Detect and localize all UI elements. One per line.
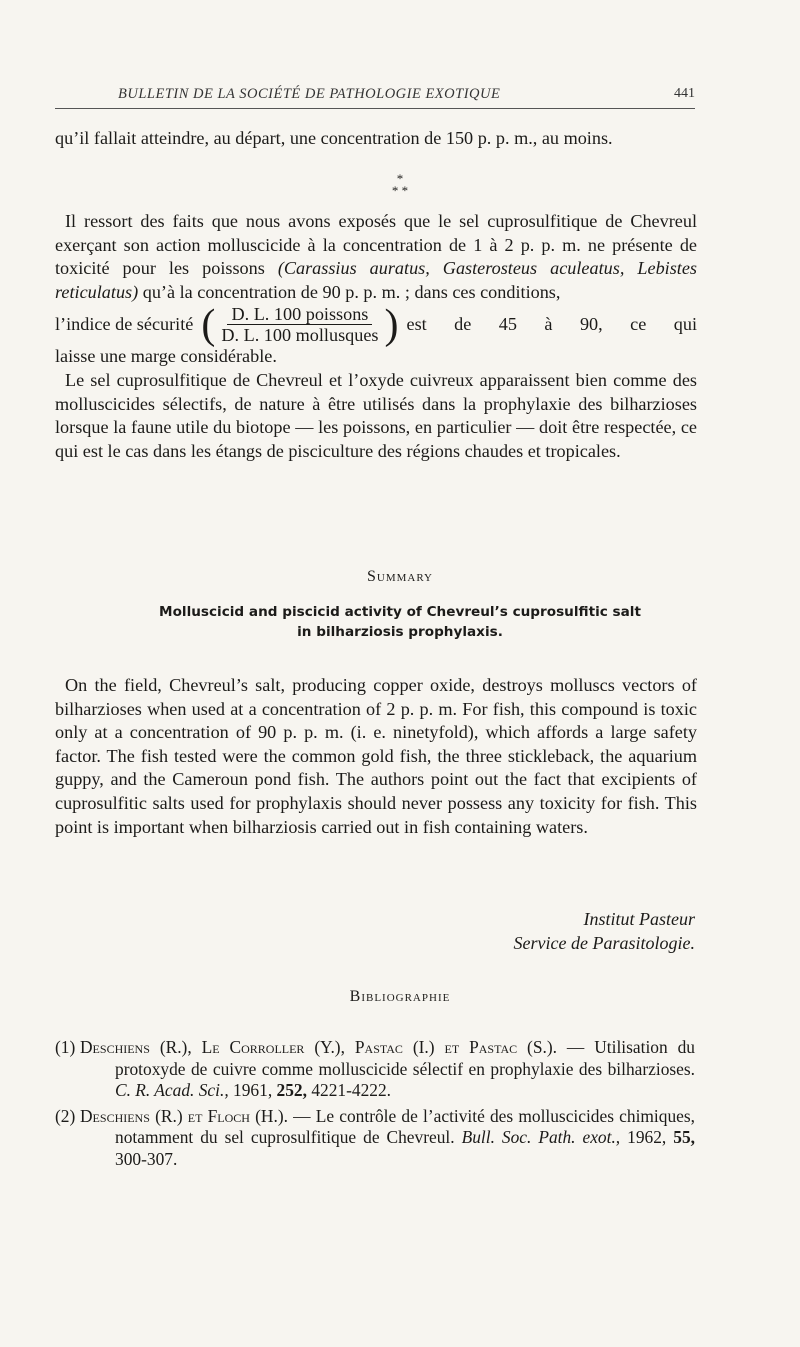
conclusion-paragraph-2: Le sel cuprosulfitique de Chevreul et l’oxyde cuivreux apparaissent bien comme des molluscicides sélectifs, de nature à être utilisés dans la prophylaxie des bilharzioses lorsque la faune utile du biotope — les poissons, en particulier — doit être respectée, ce qui est le cas dans les étangs de pisciculture des régions chaudes et tropicales. [55, 369, 697, 461]
intro-paragraph: qu’il fallait atteindre, au départ, une concentration de 150 p. p. m., au moins. [55, 128, 613, 148]
safety-index-result: est de 45 à 90, ce qui [406, 314, 697, 335]
reference-authors: Deschiens (R.), Le Corroller (Y.), Pastac (I.) et Pastac (S.). — [80, 1037, 585, 1057]
safety-index-label: l’indice de sécurité [55, 314, 194, 335]
summary-body: On the field, Chevreul’s salt, producing copper oxide, destroys molluscs vectors of bilharzioses when used at a concentration of 2 p. p. m. For fish, this compound is toxic only at a concentration of 90 p. p. m. (i. e. ninetyfold), which affords a large safety factor. The fish tested were the common gold fish, the three stickleback, the aquarium guppy, and the Cameroun pond fish. The authors point out the fact that excipients of cuprosulfitic salts used for prophylaxis should never possess any toxicity for fish. This point is important when bilharziosis carried out in fish containing waters. [55, 675, 697, 837]
page-header [55, 80, 695, 109]
reference-item [55, 1106, 695, 1171]
safety-index-fraction [217, 304, 382, 345]
reference-journal: Bull. Soc. Path. exot., [461, 1127, 621, 1148]
reference-authors: Deschiens (R.) et Floch (H.). — [80, 1105, 311, 1126]
reference-number: (1) [55, 1037, 76, 1057]
separator-top-star: * [396, 171, 404, 186]
reference-item [55, 1037, 695, 1102]
left-paren: ( [201, 301, 216, 348]
reference-year: 1962, [627, 1127, 667, 1148]
summary-title-line-2: in bilharziosis prophylaxis. [297, 624, 503, 640]
conclusion-continuation: laisse une marge considérable. [55, 346, 277, 367]
reference-title: Le contrôle de l’activité des molluscicides chimiques, notamment du sel cuprosulfitique de Chevreul. [115, 1105, 695, 1148]
running-head: BULLETIN DE LA SOCIÉTÉ DE PATHOLOGIE EXOTIQUE [118, 86, 501, 102]
reference-year: 1961, [233, 1080, 273, 1101]
fraction-numerator: D. L. 100 poissons [227, 304, 372, 325]
reference-pages: 300-307. [115, 1148, 178, 1169]
conclusion-paragraph [55, 210, 697, 463]
reference-volume: 55, [673, 1127, 696, 1148]
fraction-denominator: D. L. 100 mollusques [221, 325, 379, 346]
summary-heading: Summary [366, 568, 434, 585]
reference-pages: 4221-4222. [311, 1080, 392, 1101]
page-number: 441 [674, 86, 695, 101]
bibliography-heading: Bibliographie [349, 988, 451, 1005]
conclusion-text-start: Il ressort des faits que nous avons exposés que le sel cuprosulfitique de Chevreul exerçant son action molluscicide à la concentration de 1 à 2 p. p. m. ne présente de toxicité pour les poissons [55, 211, 697, 279]
reference-number: (2) [55, 1105, 76, 1126]
reference-title: Utilisation du protoxyde de cuivre comme molluscicide sélectif en prophylaxie des bilharzioses. [115, 1037, 695, 1079]
reference-list [55, 1037, 695, 1175]
safety-index-line [55, 301, 697, 348]
summary-title-line-1: Molluscicid and piscicid activity of Chevreul’s cuprosulfitic salt [159, 604, 641, 620]
fish-species: (Carassius auratus, Gasterosteus aculeatus, Lebistes reticulatus) [55, 258, 698, 302]
conclusion-text-end: qu’à la concentration de 90 p. p. m. ; dans ces conditions, [142, 281, 561, 302]
reference-journal: C. R. Acad. Sci., [115, 1080, 229, 1101]
reference-volume: 252, [276, 1080, 307, 1101]
right-paren: ) [384, 301, 399, 348]
affiliation-institute: Institut Pasteur [583, 909, 695, 929]
separator-bottom-stars: * * [391, 183, 409, 198]
conclusion-text [55, 210, 697, 304]
affiliation-service: Service de Parasitologie. [513, 933, 695, 953]
